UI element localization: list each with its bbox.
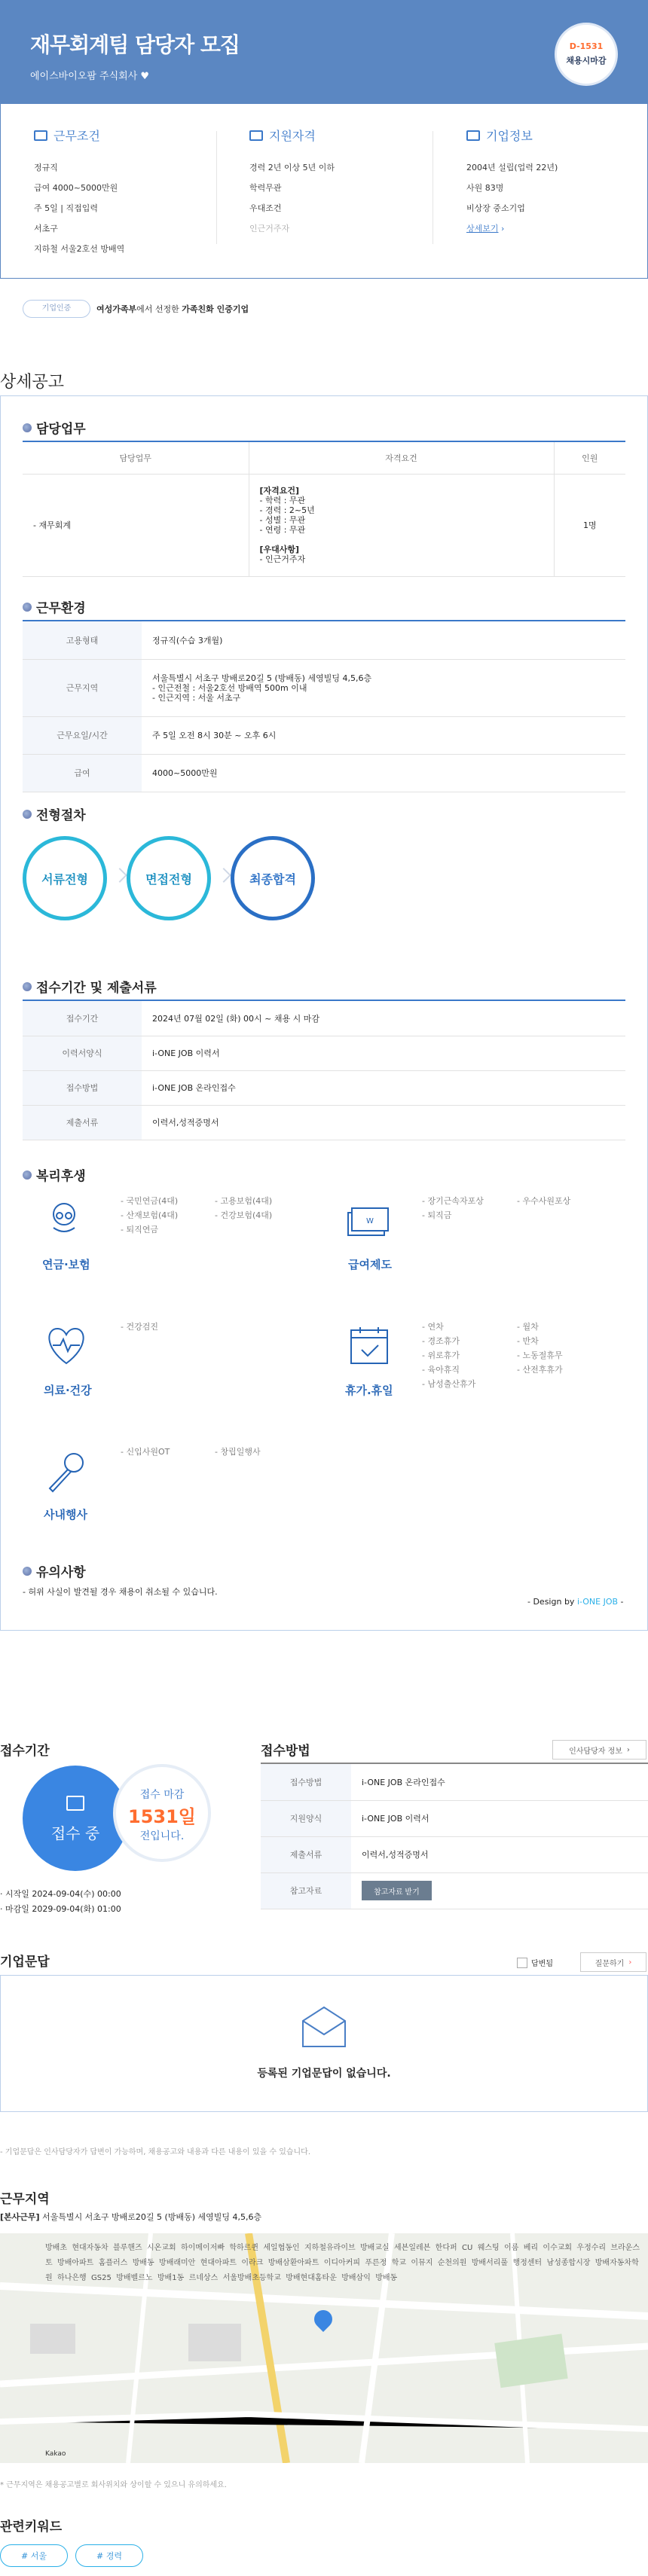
process-step-2: 면접전형 — [127, 836, 211, 920]
status-circle: 접수 중 — [23, 1766, 128, 1871]
detail-title: 상세공고 — [0, 373, 65, 392]
process-heading: 전형절차 — [23, 804, 86, 823]
welfare-group-title: 연금·보험 — [42, 1258, 90, 1271]
bullet-icon — [23, 1567, 32, 1576]
arrow-icon: › — [501, 224, 505, 233]
bullet-icon — [23, 1170, 32, 1180]
building-icon — [34, 130, 47, 141]
method-heading: 접수방법 — [261, 1744, 310, 1759]
welfare-list: - 월차 - 반차 - 노동절휴무 - 산전후휴가 — [517, 1320, 563, 1377]
keywords-heading: 관련키워드 — [0, 2520, 63, 2535]
answered-filter[interactable]: 답변됨 — [517, 1957, 553, 1968]
welfare-list: - 우수사원포상 — [517, 1194, 570, 1208]
bullet-icon — [23, 810, 32, 819]
chevron-right-icon: › — [626, 1745, 630, 1754]
welfare-list: - 건강검진 — [121, 1320, 158, 1334]
welfare-list: - 창립일행사 — [215, 1445, 261, 1459]
divider — [216, 131, 217, 244]
bullet-icon — [23, 603, 32, 612]
salary-icon — [345, 1205, 390, 1240]
process-step-1: 서류전형 — [23, 836, 107, 920]
welfare-group-title: 사내행사 — [44, 1508, 87, 1521]
welfare-list: - 신입사원OT — [121, 1445, 170, 1459]
job-title: 재무회계팀 담당자 모집 — [30, 32, 240, 57]
welfare-list: - 국민연금(4대) - 산재보험(4대) - 퇴직연금 — [121, 1194, 178, 1237]
health-icon — [44, 1324, 89, 1366]
welfare-list: - 고용보험(4대) - 건강보험(4대) — [215, 1194, 272, 1222]
bullet-icon — [23, 982, 32, 991]
qna-empty-box: 등록된 기업문답이 없습니다. — [0, 1975, 648, 2112]
duty-heading: 담당업무 — [23, 418, 86, 437]
certification-text: 여성가족부에서 선정한 가족친화 인증기업 — [96, 304, 249, 314]
process-step-3: 최종합격 — [231, 836, 315, 920]
welfare-group-title: 급여제도 — [348, 1258, 392, 1271]
map-attribution: Kakao — [45, 2450, 66, 2458]
qna-note: - 기업문답은 인사담당자가 답변이 가능하며, 채용공고와 내용과 다른 내용이 있을 수 있습니다. — [0, 2148, 311, 2156]
briefcase-icon — [249, 130, 263, 141]
keyword-tag[interactable]: # 서울 — [0, 2544, 68, 2567]
location-address: [본사근무] 서울특별시 서초구 방배로20길 5 (방배동) 세영빌딩 4,5,6층 — [0, 2212, 262, 2222]
apply-heading: 접수기간 — [0, 1744, 50, 1759]
env-heading: 근무환경 — [23, 597, 86, 616]
work-conditions: 근무조건 정규직 급여 4000~5000만원 주 5일 | 직접입력 서초구 지하철 서울2호선 방배역 — [34, 129, 125, 254]
bullet-icon — [23, 423, 32, 432]
dday-badge: D-1531 채용시마감 — [555, 23, 618, 86]
company-name[interactable]: 에이스바이오팜 주식회사 ♥ — [30, 71, 150, 82]
hr-info-button[interactable]: 인사담당자 정보 › — [552, 1740, 646, 1760]
envelope-icon — [300, 2004, 348, 2050]
certification-pill: 기업인증 — [23, 300, 90, 318]
company-detail-link[interactable]: 상세보기 — [466, 224, 499, 233]
heart-icon[interactable]: ♥ — [140, 71, 150, 82]
pension-icon — [41, 1198, 87, 1235]
qna-heading: 기업문답 — [0, 1955, 50, 1970]
summary-panel — [0, 104, 648, 279]
welfare-list: - 장기근속자포상 - 퇴직금 — [422, 1194, 484, 1222]
mic-icon — [44, 1449, 89, 1494]
company-icon — [466, 130, 480, 141]
welfare-group-title: 휴가.휴일 — [345, 1384, 393, 1397]
checkbox-icon — [517, 1958, 527, 1968]
notice-heading: 유의사항 — [23, 1561, 86, 1580]
notice-text: - 허위 사실이 발견될 경우 채용이 취소될 수 있습니다. — [23, 1587, 218, 1597]
book-icon — [66, 1796, 84, 1811]
method-table: 접수방법 i-ONE JOB 온라인접수 지원양식 i-ONE JOB 이력서 제출서류 이력서,성적증명서 참고자료 참고자료 받기 — [261, 1764, 648, 1909]
deadline-circle: 접수 마감 1531일 전입니다. — [113, 1764, 211, 1862]
reception-table: 접수기간 2024년 07월 02일 (화) 00시 ~ 채용 시 마감 이력서양식 i-ONE JOB 이력서 접수방법 i-ONE JOB 온라인접수 제출서류 이력서,성적증명서 — [23, 1001, 625, 1140]
download-reference-button[interactable]: 참고자료 받기 — [362, 1881, 432, 1900]
company-info: 기업정보 2004년 설립(업력 22년) 사원 83명 비상장 중소기업 상세보기 › — [466, 129, 558, 233]
qualifications: 지원자격 경력 2년 이상 5년 이하 학력무관 우대조건 인근거주자 — [249, 129, 335, 233]
design-credit: - Design by i-ONE JOB - — [527, 1597, 624, 1607]
chevron-right-icon: › — [628, 1958, 632, 1967]
location-heading: 근무지역 — [0, 2192, 50, 2207]
apply-dates: · 시작일 2024-09-04(수) 00:00 · 마감일 2029-09-04(화) 01:00 — [0, 1889, 121, 1914]
welfare-list: - 연차 - 경조휴가 - 위로휴가 - 육아휴직 - 남성출산휴가 — [422, 1320, 475, 1391]
location-note: * 근무지역은 채용공고별로 회사위치와 상이할 수 있으니 유의하세요. — [0, 2481, 227, 2489]
job-header — [0, 0, 648, 104]
duty-table: 담당업무 자격요건 인원 - 재무회계 [자격요건] - 학력 : 무관 - 경력 : 2~5년 - 성별 : 무관 - 연령 : 무관 [우대사항] - 인근거주자 1명 — [23, 442, 625, 577]
ask-question-button[interactable]: 질문하기 › — [580, 1952, 646, 1972]
keyword-tag[interactable]: # 경력 — [75, 2544, 143, 2567]
welfare-group-title: 의료·건강 — [44, 1384, 92, 1397]
svg-text:W: W — [366, 1217, 374, 1225]
reception-heading: 접수기간 및 제출서류 — [23, 977, 157, 996]
env-table: 고용형태 정규직(수습 3개월) 근무지역 서울특별시 서초구 방배로20길 5 (방배동) 세영빌딩 4,5,6층 - 인근전철 : 서울2호선 방배역 500m 이내 - 인근지역 : 서울 서초구 근무요일/시간 주 5일 오전 8시 30분 ~ 오후 6시 급여 4000~5000만원 — [23, 621, 625, 792]
location-map[interactable] — [0, 2233, 648, 2463]
welfare-heading: 복리후생 — [23, 1165, 86, 1184]
calendar-icon — [348, 1324, 390, 1366]
map-labels: 방배초 현대자동차 블루핸즈 시온교회 하이메이저빠 학하르퀸 세일협동인 지하철유라이브 방배교실 세븐일레븐 한다퍼 CU 웨스팅 이룸 베리 이수교회 우정수리 브라운스토 방배아파트 홈플러스 방배동 방배래미안 현대아파트 이라크 방배삼환아파트 이디아커피 푸른정 학교 이뮤지 순천의원 방배서리풀 행정센터 남성종합시장 방배자동차학원 하나은행 GS25 방배벨르노 방배1동 르네상스 서울방배초등학교 방배현대홈타운 방배삼익 방배동 — [45, 2244, 640, 2282]
